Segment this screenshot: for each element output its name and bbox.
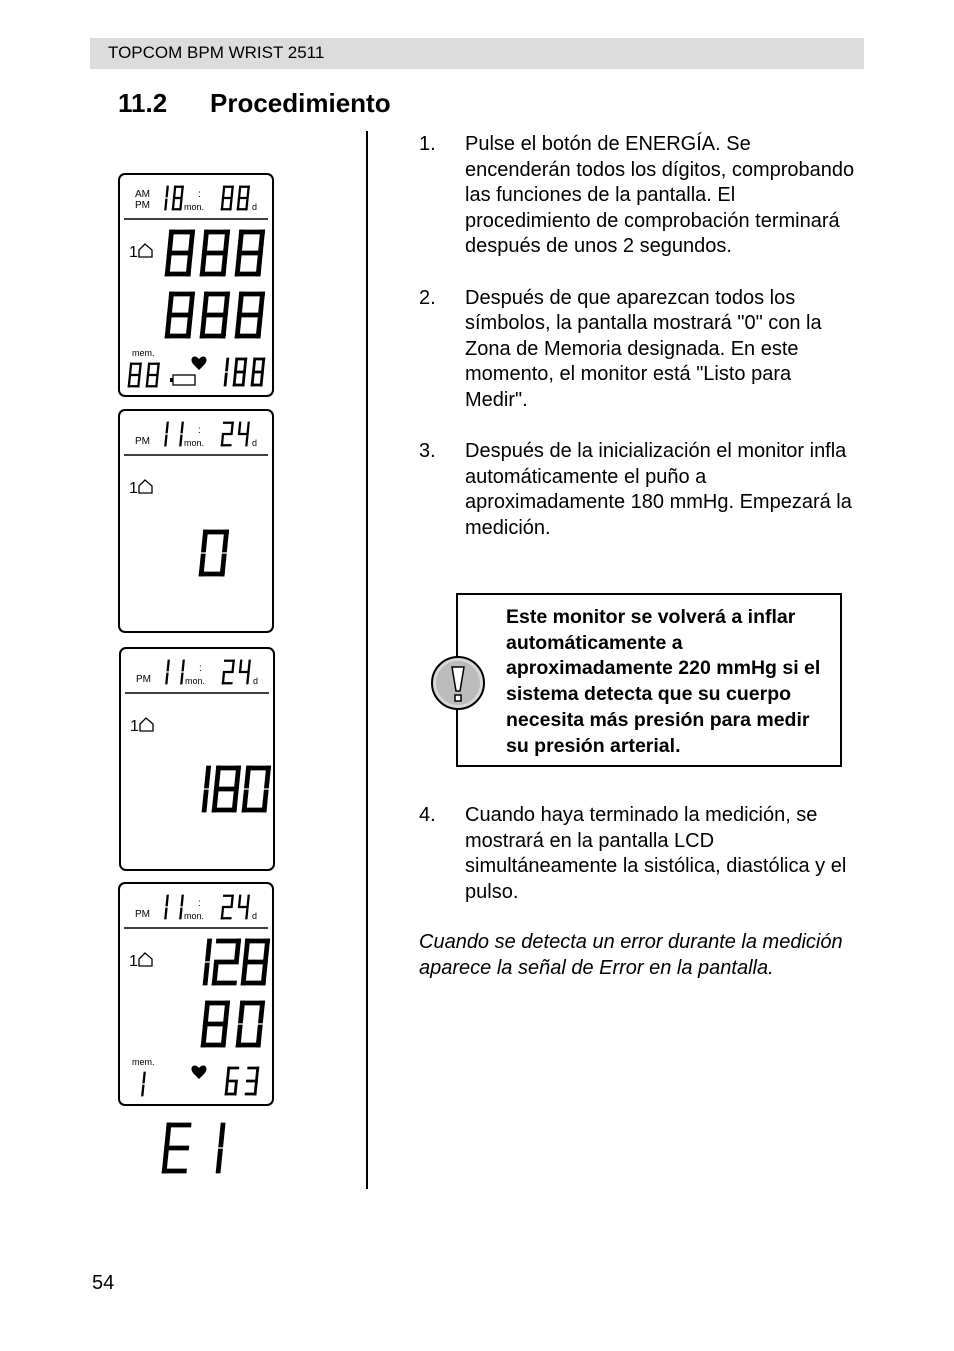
lcd-segment xyxy=(202,251,228,256)
day-unit: d xyxy=(253,676,259,686)
lcd-segment xyxy=(202,313,228,318)
pm-label: PM xyxy=(135,436,150,447)
lcd-digit xyxy=(146,363,160,388)
memory-zone: 1 xyxy=(129,244,138,261)
procedure-steps xyxy=(419,132,859,541)
lcd-digit xyxy=(237,186,250,211)
column-divider xyxy=(366,131,368,1189)
lcd-segment xyxy=(173,186,176,198)
lcd-segment xyxy=(239,660,242,672)
day-digits xyxy=(221,422,250,447)
lcd-digit xyxy=(199,530,229,577)
lcd-segment xyxy=(234,371,246,374)
lcd-digit xyxy=(164,895,169,920)
lcd-segment xyxy=(214,766,221,789)
day-digits xyxy=(221,186,250,211)
pulse-digits xyxy=(225,1067,260,1096)
lcd-segment xyxy=(234,1082,238,1096)
am-label: AM xyxy=(135,189,150,200)
step-number: 3. xyxy=(419,440,436,462)
step-number: 4. xyxy=(419,804,436,826)
svg-text::: : xyxy=(198,425,201,436)
lcd-digit xyxy=(237,895,250,920)
month-digits xyxy=(164,186,184,211)
lcd-segment xyxy=(180,673,183,685)
heart-icon xyxy=(191,357,206,370)
user-icon xyxy=(139,244,152,257)
lcd-segment xyxy=(202,790,209,813)
pulse-digits xyxy=(224,358,266,387)
lcd-digit xyxy=(221,186,234,211)
lcd-digit xyxy=(241,939,270,986)
lcd-segment xyxy=(164,199,167,211)
lcd-segment xyxy=(203,963,210,986)
memory-zone: 1 xyxy=(129,480,138,497)
lcd-segment xyxy=(218,1123,225,1148)
lcd-digit xyxy=(172,186,184,211)
lcd-digit xyxy=(162,1123,192,1174)
lcd-digit xyxy=(251,358,266,387)
lcd-segment xyxy=(165,186,168,198)
lcd-digit xyxy=(237,422,250,447)
step-2 xyxy=(419,286,859,414)
lcd-segment xyxy=(238,1001,245,1024)
lcd-segment xyxy=(129,363,132,375)
month-digits xyxy=(164,422,184,447)
lcd-digit xyxy=(235,230,265,277)
lcd-segment xyxy=(237,230,244,253)
lcd-digit xyxy=(245,1067,260,1096)
lcd-digit xyxy=(201,1001,230,1048)
mem-label: mem. xyxy=(132,1057,155,1067)
lcd-segment xyxy=(167,313,193,318)
lcd-segment xyxy=(142,1072,145,1084)
lcd-segment xyxy=(147,374,159,376)
lcd-segment xyxy=(243,939,250,962)
user-icon xyxy=(139,480,152,493)
lcd-segment xyxy=(179,435,182,447)
header-bar xyxy=(90,38,864,69)
pm-label: PM xyxy=(136,674,151,685)
lcd-segment xyxy=(245,1093,257,1096)
lcd-display-result xyxy=(118,882,274,1106)
svg-text::: : xyxy=(198,189,201,200)
lcd-segment xyxy=(203,1001,210,1024)
error-digits xyxy=(162,1123,226,1174)
month-unit: mon. xyxy=(184,911,205,921)
lcd-segment xyxy=(252,358,256,372)
lcd-segment xyxy=(167,292,174,315)
lcd-digit xyxy=(141,1072,146,1097)
lcd-segment xyxy=(165,673,168,685)
lcd-segment xyxy=(237,313,263,318)
lcd-digit xyxy=(200,292,230,339)
pm-label: PM xyxy=(135,909,150,920)
section-title xyxy=(118,88,391,119)
lcd-segment xyxy=(243,960,268,965)
lcd-digit xyxy=(238,660,251,685)
lcd-digit xyxy=(222,660,235,685)
lcd-digit xyxy=(224,358,230,387)
step-3 xyxy=(419,439,859,541)
lcd-digit xyxy=(212,939,241,986)
svg-text::: : xyxy=(199,663,202,674)
lcd-digit xyxy=(225,1067,240,1096)
lcd-segment xyxy=(237,292,244,315)
procedure-steps-continued xyxy=(419,803,859,905)
step-text: Cuando haya terminado la medición, se mostrará en la pantalla LCD simultáneamente la sistólica, diastólica y el pulso. xyxy=(465,804,847,903)
page-number: 54 xyxy=(92,1272,115,1294)
lcd-segment xyxy=(204,766,211,789)
lcd-segment xyxy=(162,1169,187,1174)
lcd-segment xyxy=(245,908,248,920)
step-text: Pulse el botón de ENERGÍA. Se encenderán todos los dígitos, comprobando las funciones de la pantalla. El procedimiento de comprobación terminará después de unos 2 segundos. xyxy=(465,133,855,257)
lcd-segment xyxy=(129,374,141,376)
step-text: Después de la inicialización el monitor infla automáticamente el puño a aproximadamente 180 mmHg. Empezará la medición. xyxy=(465,440,852,539)
lcd-digit xyxy=(200,230,230,277)
step-number: 1. xyxy=(419,133,436,155)
step-number: 2. xyxy=(419,286,436,309)
day-unit: d xyxy=(252,911,258,921)
lcd-digit xyxy=(221,422,234,447)
lcd-display-inflating xyxy=(119,647,275,871)
memory-zone: 1 xyxy=(129,953,138,970)
lcd-digit xyxy=(221,895,234,920)
error-display xyxy=(155,1118,245,1180)
lcd-display-all-segments xyxy=(118,173,274,397)
lcd-digit xyxy=(202,766,211,813)
lcd-segment xyxy=(246,673,249,685)
main-digits xyxy=(199,530,229,577)
lcd-segment xyxy=(222,197,233,199)
lcd-segment xyxy=(202,230,209,253)
lcd-segment xyxy=(238,895,241,907)
month-unit: mon. xyxy=(184,438,205,448)
lcd-digit xyxy=(164,186,169,211)
mem-label: mem. xyxy=(132,348,155,358)
lcd-segment xyxy=(222,186,225,198)
pm-label: PM xyxy=(135,200,150,211)
warning-note xyxy=(456,593,842,767)
lcd-segment xyxy=(238,422,241,434)
lcd-segment xyxy=(244,766,251,789)
lcd-segment xyxy=(141,1085,144,1097)
lcd-segment xyxy=(202,292,209,315)
heart-icon xyxy=(191,1066,206,1079)
diastolic-digits xyxy=(201,1001,265,1048)
step-4 xyxy=(419,803,859,905)
lcd-segment xyxy=(221,444,232,446)
lcd-digit xyxy=(242,766,271,813)
lcd-segment xyxy=(221,917,232,919)
memory-zone: 1 xyxy=(130,718,139,735)
header-title: TOPCOM BPM WRIST 2511 xyxy=(108,43,325,62)
day-unit: d xyxy=(252,202,258,212)
lcd-segment xyxy=(201,530,208,553)
lcd-segment xyxy=(245,435,248,447)
month-digits xyxy=(165,660,185,685)
month-unit: mon. xyxy=(184,202,205,212)
lcd-segment xyxy=(234,358,238,372)
lcd-segment xyxy=(226,1067,230,1081)
user-icon xyxy=(139,953,152,966)
lcd-segment xyxy=(165,422,168,434)
main-digits xyxy=(202,766,271,813)
lcd-segment xyxy=(225,358,229,372)
systolic-digits xyxy=(165,230,265,277)
lcd-segment xyxy=(173,197,183,199)
user-icon xyxy=(140,718,153,731)
lcd-segment xyxy=(205,939,212,962)
memory-digits xyxy=(128,363,160,388)
svg-text::: : xyxy=(198,898,201,909)
lcd-segment xyxy=(222,682,233,684)
lcd-segment xyxy=(203,1022,228,1027)
lcd-segment xyxy=(180,422,183,434)
lcd-digit xyxy=(164,422,169,447)
lcd-digit xyxy=(165,292,195,339)
warning-icon xyxy=(430,655,486,711)
step-text: Después de que aparezcan todos los símbolos, la pantalla mostrará "0" con la Zona de Memoria designada. En este momento, el monitor está "Listo para Medir". xyxy=(465,286,822,411)
lcd-segment xyxy=(165,895,168,907)
lcd-digit xyxy=(235,292,265,339)
lcd-segment xyxy=(214,787,239,792)
memory-digits xyxy=(141,1072,146,1097)
month-unit: mon. xyxy=(185,676,206,686)
battery-icon xyxy=(170,375,195,385)
day-unit: d xyxy=(252,438,258,448)
lcd-segment xyxy=(179,908,182,920)
lcd-segment xyxy=(252,371,264,374)
lcd-segment xyxy=(181,660,184,672)
day-digits xyxy=(222,660,251,685)
lcd-segment xyxy=(164,1123,171,1148)
lcd-segment xyxy=(167,251,193,256)
error-note: Cuando se detecta un error durante la medición aparece la señal de Error en la pantalla. xyxy=(419,931,843,979)
section-number: 11.2 xyxy=(118,88,168,118)
lcd-display-ready xyxy=(118,409,274,633)
lcd-segment xyxy=(246,895,249,907)
lcd-digit xyxy=(165,230,195,277)
lcd-digit xyxy=(236,1001,265,1048)
diastolic-digits xyxy=(165,292,265,339)
lcd-segment xyxy=(247,660,250,672)
lcd-digit xyxy=(165,660,170,685)
lcd-digit xyxy=(233,358,248,387)
lcd-segment xyxy=(164,908,167,920)
lcd-segment xyxy=(238,186,241,198)
lcd-segment xyxy=(166,660,169,672)
lcd-digit xyxy=(212,766,241,813)
lcd-segment xyxy=(224,373,228,387)
lcd-segment xyxy=(216,1149,223,1174)
lcd-digit xyxy=(203,939,212,986)
lcd-digit xyxy=(216,1123,226,1174)
lcd-segment xyxy=(246,422,249,434)
step-1 xyxy=(419,132,859,260)
month-digits xyxy=(164,895,184,920)
lcd-segment xyxy=(164,435,167,447)
lcd-segment xyxy=(237,251,263,256)
lcd-segment xyxy=(238,197,249,199)
day-digits xyxy=(221,895,250,920)
section-heading: Procedimiento xyxy=(210,88,391,118)
systolic-digits xyxy=(203,939,270,986)
lcd-segment xyxy=(147,363,150,375)
warning-note-text: Este monitor se volverá a inflar automáticamente a aproximadamente 220 mmHg si el sistema detecta que su cuerpo necesita más presión para medir su presión arterial. xyxy=(506,606,821,757)
lcd-segment xyxy=(180,895,183,907)
lcd-segment xyxy=(212,981,237,986)
lcd-segment xyxy=(167,230,174,253)
lcd-digit xyxy=(128,363,142,388)
